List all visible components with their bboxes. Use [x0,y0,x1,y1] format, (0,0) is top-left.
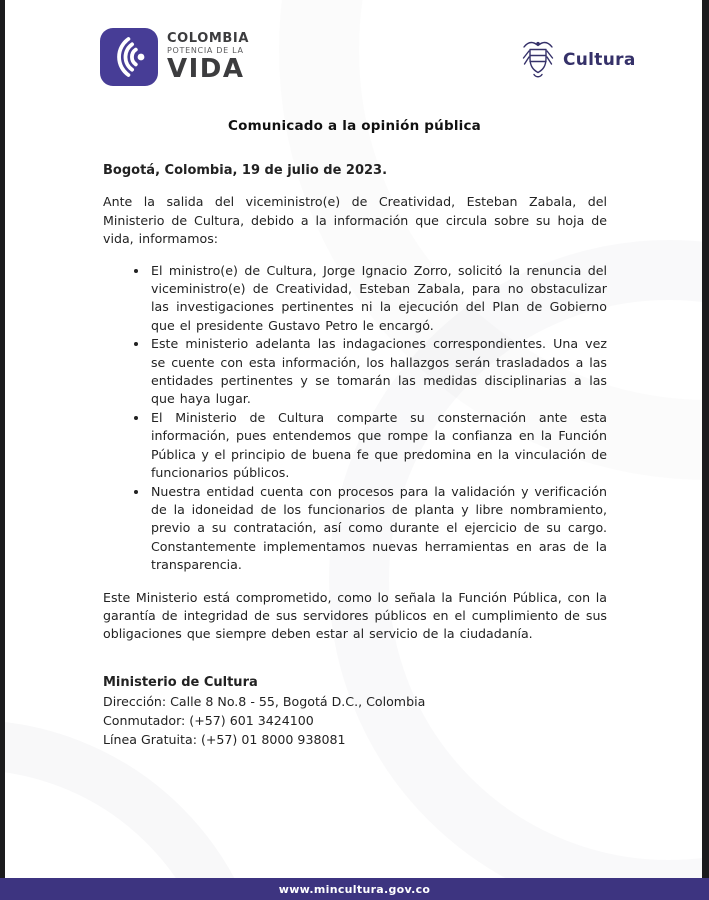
footer-bar [0,878,709,900]
cultura-logo [521,38,636,82]
document-body [103,162,607,749]
intro-paragraph: Ante la salida del viceministro(e) de Creatividad, Esteban Zabala, del Ministerio de Cultura, debido a la información que circula sobre su hoja de vida, informamos: [103,194,607,247]
bullet-list [103,262,607,575]
signature-entity: Ministerio de Cultura [103,674,258,690]
dateline: Bogotá, Colombia, 19 de julio de 2023. [103,163,388,178]
signature-block [103,674,607,749]
brand-line-colombia: COLOMBIA [167,31,250,46]
signature-tollfree: Línea Gratuita: (+57) 01 8000 938081 [103,732,346,748]
bullet-item: • Nuestra entidad cuenta con procesos para la validación y verificación de la idoneidad de los funcionarios de planta y libre nombramiento, previo a su contratación, así como durante el ejercicio de su cargo. Constantemente implementamos nuevas herramientas en aras de la transparencia. [149,483,607,575]
scan-edge-right [702,0,709,900]
document-title: Comunicado a la opinión pública [228,118,481,134]
brand-line-potencia: POTENCIA DE LA [167,46,244,55]
bullet-item: • El ministro(e) de Cultura, Jorge Ignacio Zorro, solicitó la renuncia del viceministro(e) de Creatividad, Esteban Zabala, para no obstaculizar las investigaciones pertinentes ni la ejecución del Plan de Gobierno que el presidente Gustavo Petro le encargó. [149,262,607,336]
bullet-item: • El Ministerio de Cultura comparte su consternación ante esta información, pues entendemos que rompe la confianza en la Función Pública y el principio de buena fe que predomina en la vinculación de funcionarios públicos. [149,409,607,483]
colombia-coat-of-arms-icon [521,38,555,82]
signature-address: Dirección: Calle 8 No.8 - 55, Bogotá D.C., Colombia [103,694,426,710]
colombia-waves-icon [100,28,158,86]
colombia-potencia-logo [100,28,249,86]
footer-url: www.mincultura.gov.co [278,882,431,896]
scan-edge-left [0,0,5,900]
signature-phone: Conmutador: (+57) 601 3424100 [103,713,314,729]
bullet-item: • Este ministerio adelanta las indagaciones correspondientes. Una vez se cuente con esta información, los hallazgos serán trasladados a las entidades pertinentes y se tomarán las medidas disciplinarias a las que haya lugar. [149,335,607,409]
closing-paragraph: Este Ministerio está comprometido, como lo señala la Función Pública, con la garantía de integridad de sus servidores públicos en el cumplimiento de sus obligaciones que siempre deben estar al servicio de la ciudadanía. [103,589,607,642]
brand-wordmark [167,32,249,82]
cultura-wordmark: Cultura [563,50,636,70]
brand-line-vida: VIDA [167,54,245,84]
